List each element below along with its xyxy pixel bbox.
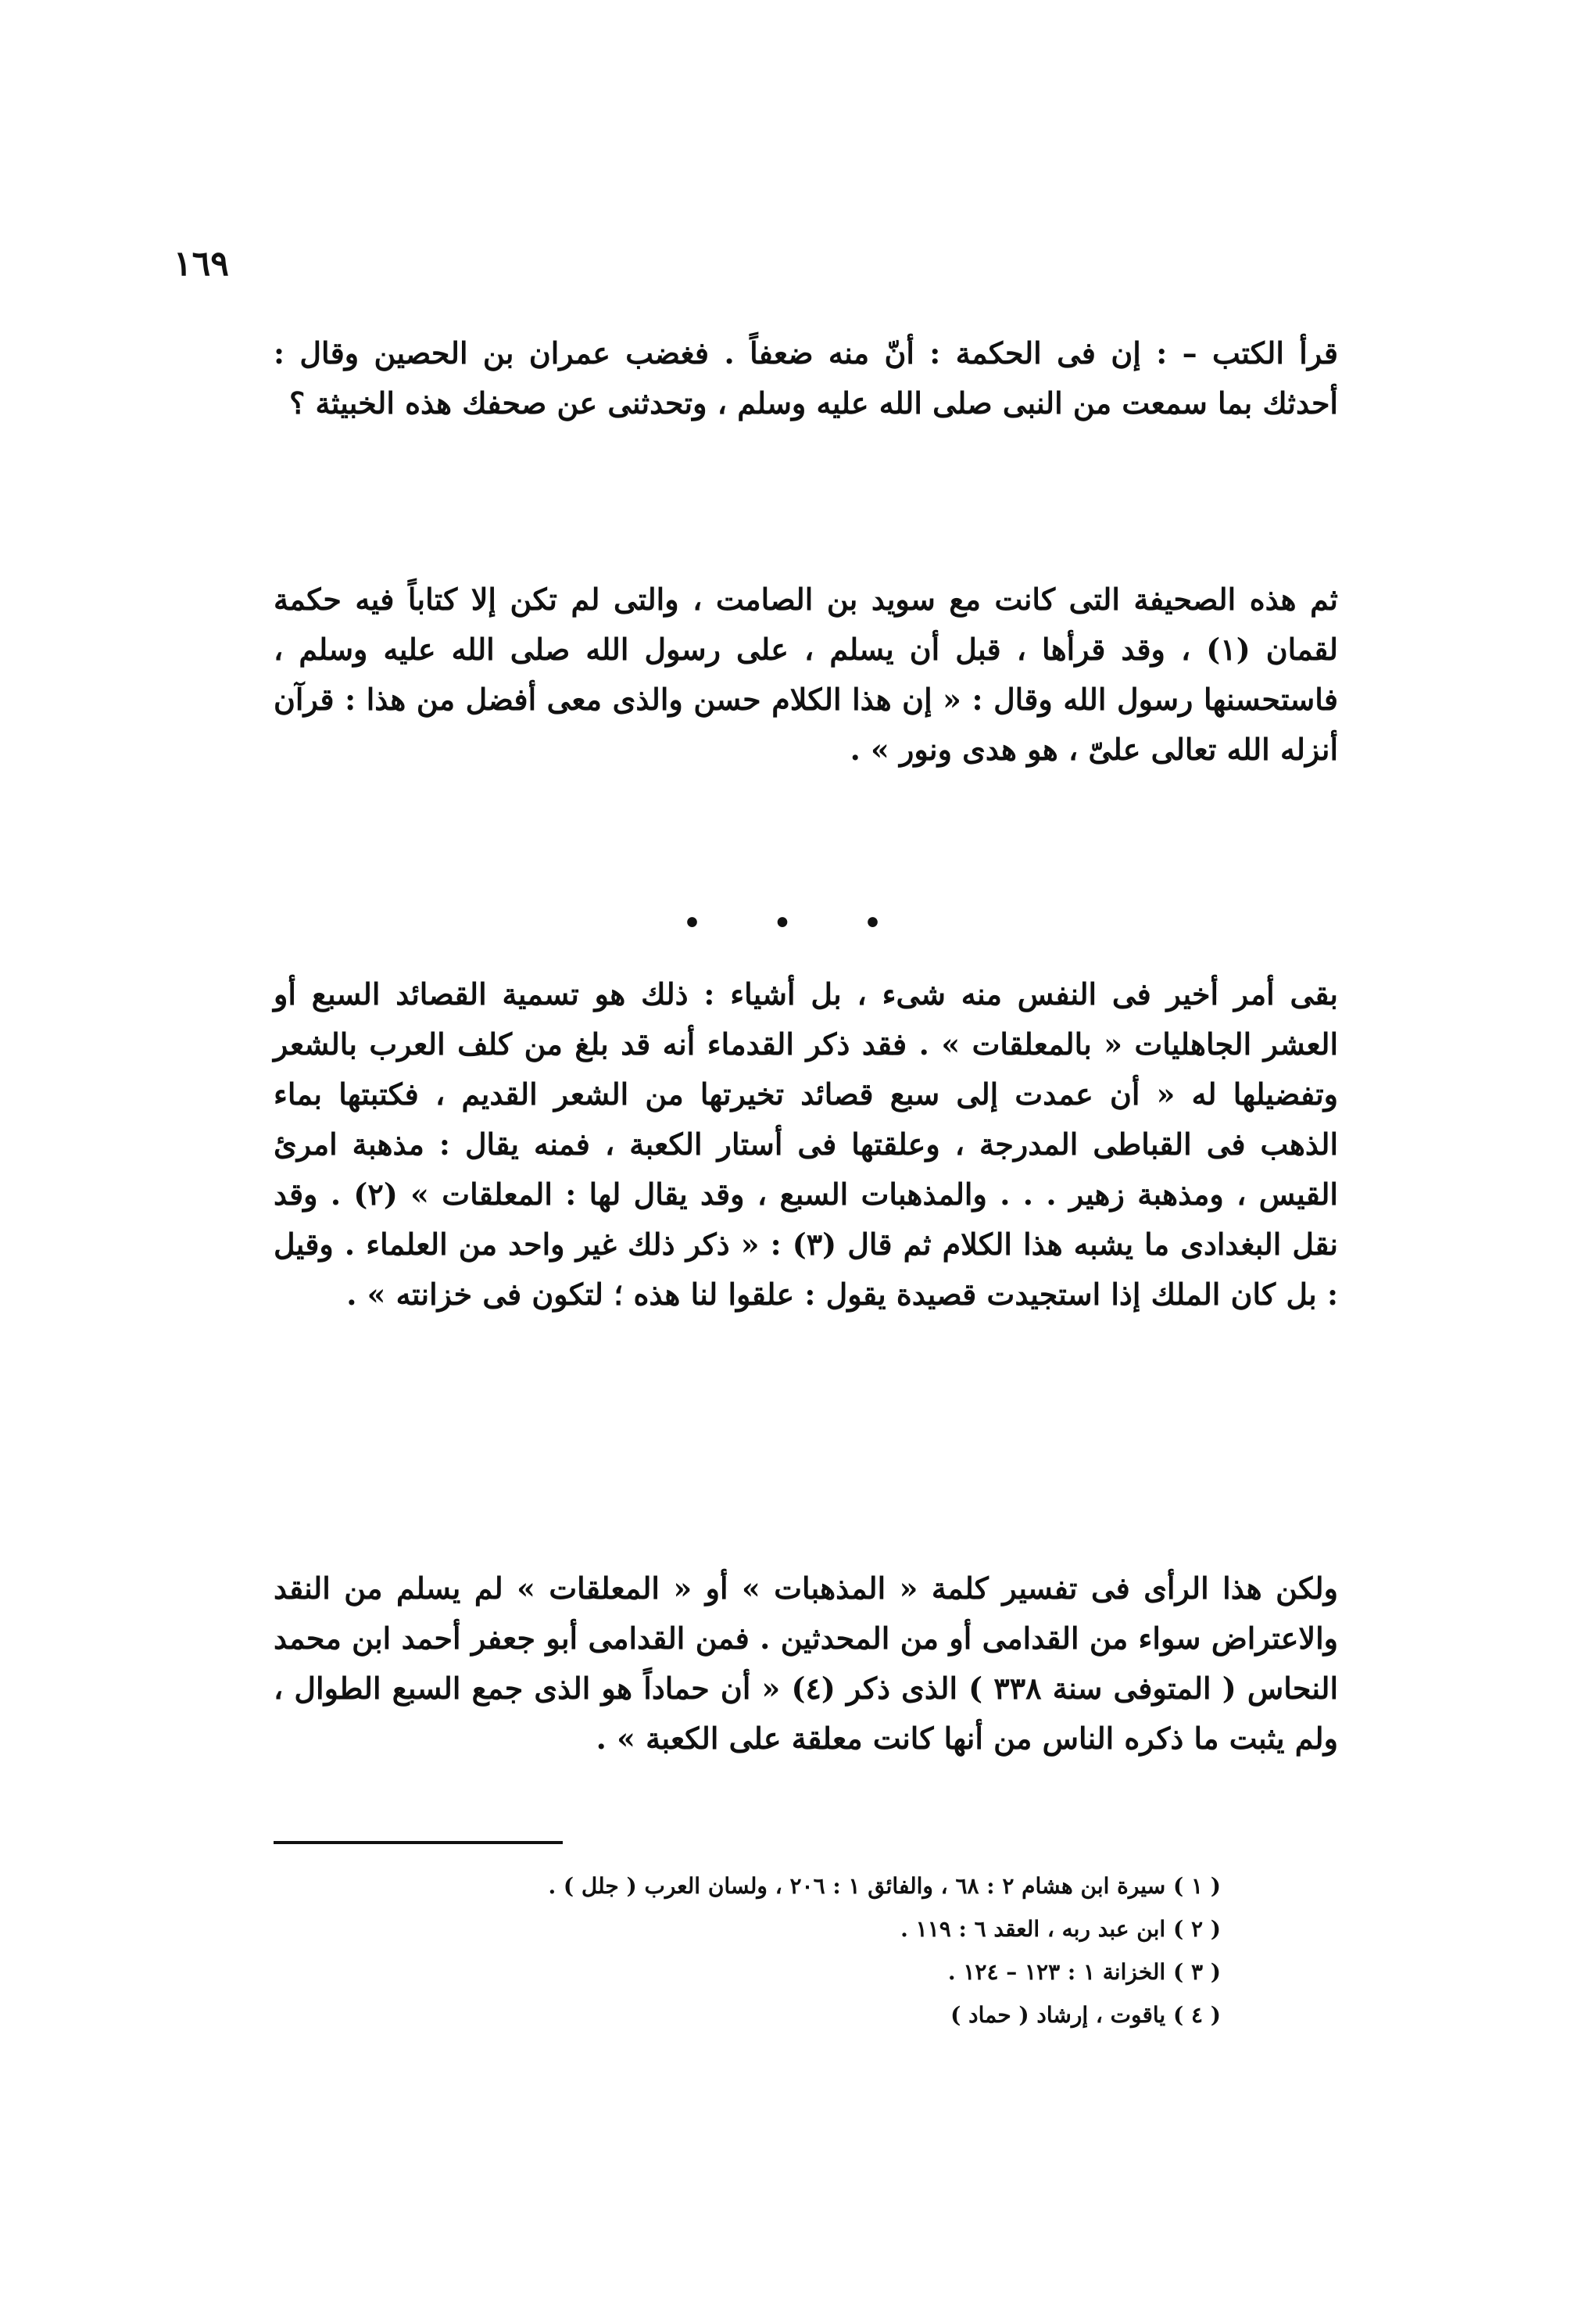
paragraph-text: ولكن هذا الرأى فى تفسير كلمة « المذهبات » أو « المعلقات » لم يسلم من النقد والاعتراض سواء من القدامى أو من المحدثين . فمن القدامى أبو جعفر أحمد ابن محمد النحاس ( المتوفى سنة ٣٣٨ ) الذى ذكر (٤) « أن حماداً هو الذى جمع السبع الطوال ، ولم يثبت ما ذكره الناس من أنها كانت معلقة على الكعبة » . [274,1571,1338,1756]
page-number: ١٦٩ [174,244,229,284]
footnote-4: ( ٤ ) ياقوت ، إرشاد ( حماد ) [950,2002,1221,2028]
paragraph-text: قرأ الكتب – : إن فى الحكمة : أنّ منه ضعفاً . فغضب عمران بن الحصين وقال : أحدثك بما سمعت من النبى صلى الله عليه وسلم ، وتحدثنى عن صحفك هذه الخبيثة ؟ [274,335,1338,421]
footnotes-list [274,1864,1221,2036]
footnote-2: ( ٢ ) ابن عبد ربه ، العقد ٦ : ١١٩ . [900,1916,1221,1942]
footnote-1: ( ١ ) سيرة ابن هشام ٢ : ٦٨ ، والفائق ١ : ٢٠٦ ، ولسان العرب ( جلل ) . [548,1873,1221,1899]
paragraph-1 [274,328,1338,428]
paragraph-2 [274,575,1338,775]
footnote-3: ( ٣ ) الخزانة ١ : ١٢٣ – ١٢٤ . [947,1959,1221,1985]
footnote-divider [274,1841,563,1844]
paragraph-4 [274,1563,1338,1764]
paragraph-3 [274,969,1338,1320]
paragraph-text: بقى أمر أخير فى النفس منه شىء ، بل أشياء : ذلك هو تسمية القصائد السبع أو العشر الجاهليات « بالمعلقات » . فقد ذكر القدماء أنه قد بلغ من كلف العرب بالشعر وتفضيلها له « أن عمدت إلى سبع قصائد تخيرتها من الشعر القديم ، فكتبتها بماء الذهب فى القباطى المدرجة ، وعلقتها فى أستار الكعبة ، فمنه يقال : مذهبة امرئ القيس ، ومذهبة زهير . . . والمذهبات السبع ، وقد يقال لها : المعلقات » (٢) . وقد نقل البغدادى ما يشبه هذا الكلام ثم قال (٣) : « ذكر ذلك غير واحد من العلماء . وقيل : بل كان الملك إذا استجيدت قصيدة يقول : علقوا لنا هذه ؛ لتكون فى خزانته » . [274,976,1338,1312]
section-separator: • • • [682,907,914,940]
paragraph-text: ثم هذه الصحيفة التى كانت مع سويد بن الصامت ، والتى لم تكن إلا كتاباً فيه حكمة لقمان (١) ، وقد قرأها ، قبل أن يسلم ، على رسول الله صلى الله عليه وسلم ، فاستحسنها رسول الله وقال : « إن هذا الكلام حسن والذى معى أفضل من هذا : قرآن أنزله الله تعالى علىّ ، هو هدى ونور » . [274,582,1338,767]
